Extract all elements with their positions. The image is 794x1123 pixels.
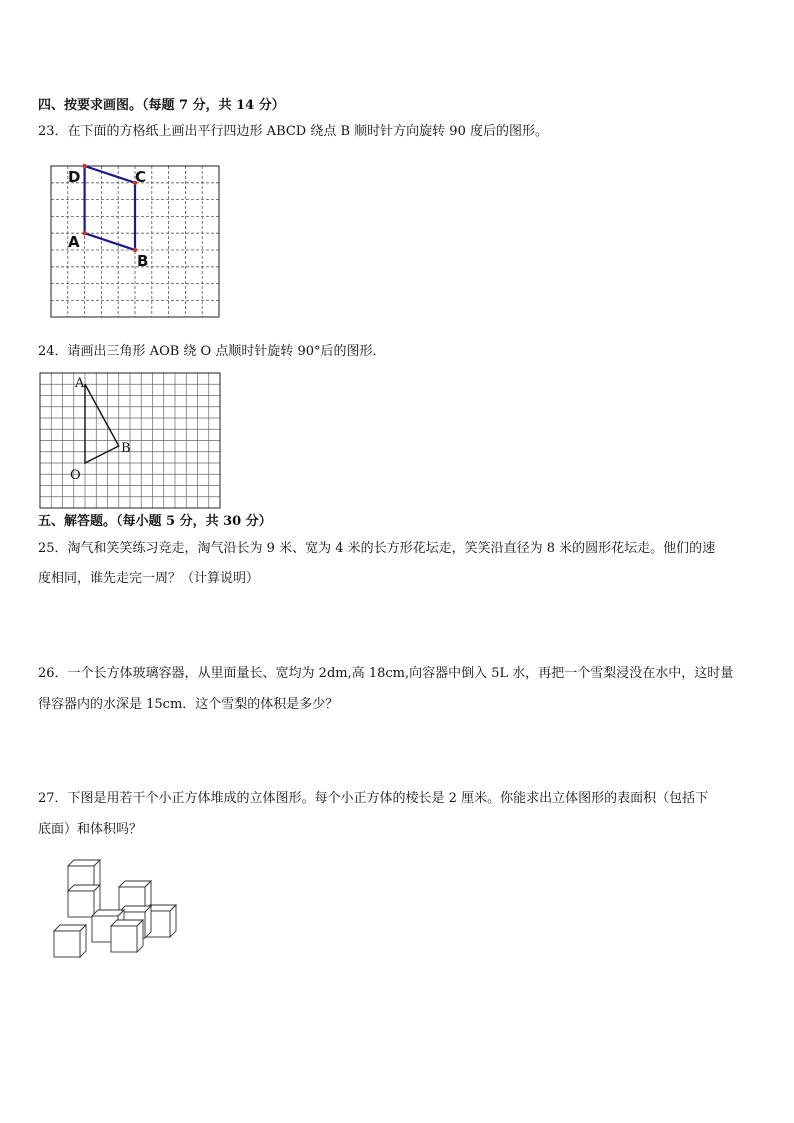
- triangle-aob: [85, 384, 119, 463]
- vertex-label-o: O: [70, 468, 81, 483]
- question-24-text: 24．请画出三角形 AOB 绕 O 点顺时针旋转 90°后的图形．: [38, 344, 386, 359]
- vertex-label-b: B: [137, 252, 149, 270]
- question-25-line-2: 度相同，谁先走完一周？（计算说明）: [38, 571, 260, 586]
- question-27-line-2: 底面）和体积吗？: [38, 822, 143, 837]
- q24-grid-figure: [40, 373, 220, 508]
- q23-grid-figure: [51, 166, 219, 317]
- vertex-label-a: A: [75, 376, 85, 391]
- vertex-label-d: D: [68, 168, 81, 186]
- question-25-line-1: 25．淘气和笑笑练习竞走，淘气沿长为 9 米、宽为 4 米的长方形花坛走，笑笑沿直径为 8 米的圆形花坛走。他们的速: [38, 541, 716, 556]
- q23-vertices: [82, 164, 137, 252]
- section-heading-4: 四、按要求画图。（每题 7 分，共 14 分）: [38, 98, 285, 113]
- parallelogram-abcd: [85, 166, 135, 250]
- question-23-text: 23．在下面的方格纸上画出平行四边形 ABCD 绕点 B 顺时针方向旋转 90 度后的图形。: [38, 124, 548, 139]
- cube-stack-figure: [52, 858, 182, 960]
- cube: [111, 920, 143, 952]
- vertex-label-b: B: [121, 441, 131, 456]
- question-27-line-1: 27．下图是用若干个小正方体堆成的立体图形。每个小正方体的棱长是 2 厘米。你能求出立体图形的表面积（包括下: [38, 791, 709, 806]
- cube: [54, 925, 86, 957]
- section-heading-5: 五、解答题。（每小题 5 分，共 30 分）: [38, 514, 272, 529]
- question-26-line-1: 26．一个长方体玻璃容器，从里面量长、宽均为 2dm,高 18cm,向容器中倒入 5L 水，再把一个雪梨浸没在水中，这时量: [38, 666, 734, 681]
- question-26-line-2: 得容器内的水深是 15cm．这个雪梨的体积是多少？: [38, 697, 339, 712]
- vertex-label-c: C: [135, 168, 147, 186]
- vertex-label-a: A: [68, 233, 80, 251]
